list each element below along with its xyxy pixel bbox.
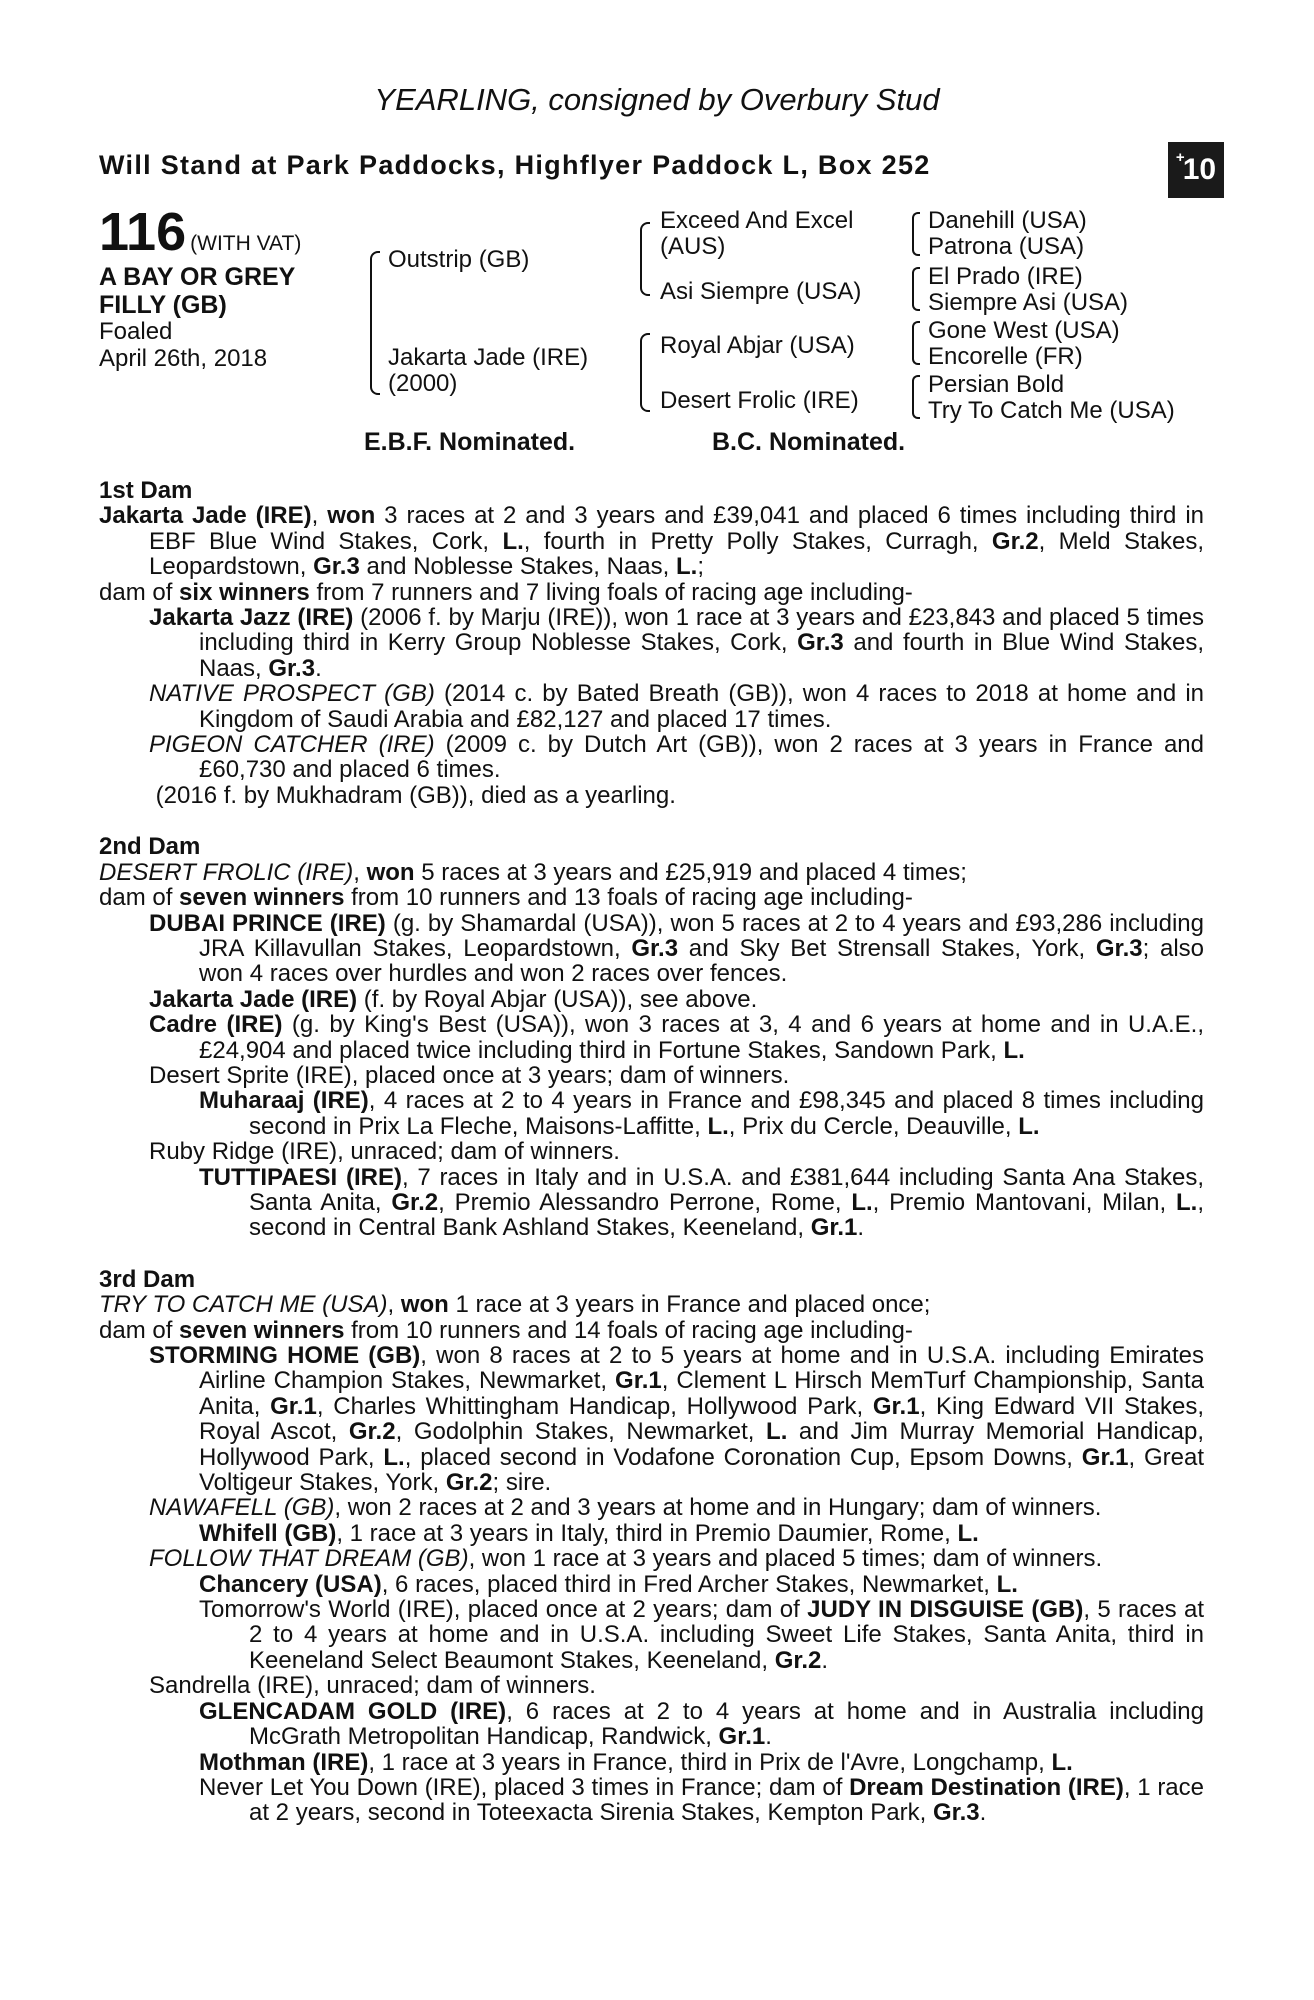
produce-glencadam-gold: GLENCADAM GOLD (IRE), 6 races at 2 to 4 years at home and in Australia including McGrath Metropolitan Handicap, Randwick, Gr.1. bbox=[199, 1697, 1204, 1751]
produce-follow-that-dream: FOLLOW THAT DREAM (GB), won 1 race at 3 years and placed 5 times; dam of winners. bbox=[149, 1545, 1103, 1573]
produce-ruby-ridge: Ruby Ridge (IRE), unraced; dam of winners. bbox=[149, 1138, 620, 1166]
pedigree-bracket-g1 bbox=[912, 212, 920, 256]
dam-dam-name: Desert Frolic (IRE) bbox=[660, 387, 859, 414]
foaled-date: April 26th, 2018 bbox=[99, 345, 268, 372]
pedigree-bracket-dam bbox=[640, 333, 650, 412]
stand-location: Will Stand at Park Paddocks, Highflyer Paddock L, Box 252 bbox=[99, 150, 931, 180]
lot-number: 116 bbox=[99, 202, 187, 262]
lot-description bbox=[99, 263, 295, 319]
produce-never-let-you-down: Never Let You Down (IRE), placed 3 times in France; dam of Dream Destination (IRE), 1 race at 2 years, second in Toteexacta Sirenia Stakes, Kempton Park, Gr.3. bbox=[199, 1773, 1205, 1827]
sire-name: Outstrip (GB) bbox=[388, 246, 530, 273]
dam-name-line1: Jakarta Jade (IRE) bbox=[388, 344, 589, 371]
bc-nominated: B.C. Nominated. bbox=[712, 428, 906, 456]
third-dam-heading: 3rd Dam bbox=[99, 1265, 196, 1293]
sire-sire-line2: (AUS) bbox=[660, 233, 726, 260]
produce-tuttipaesi: TUTTIPAESI (IRE), 7 races in Italy and in U.S.A. and £381,644 including Santa Ana Stakes, Santa Anita, Gr.2, Premio Alessandro Perrone, Rome, L., Premio Mantovani, Milan, L., second in Central Bank Ashland Stakes, Keeneland, Gr.1. bbox=[199, 1163, 1205, 1242]
plus-ten-badge bbox=[1168, 142, 1224, 198]
pedigree-bracket-g2 bbox=[912, 267, 920, 311]
ebf-nominated: E.B.F. Nominated. bbox=[364, 428, 576, 456]
dam-sire-name: Royal Abjar (USA) bbox=[660, 332, 855, 359]
produce-dubai-prince: DUBAI PRINCE (IRE) (g. by Shamardal (USA)), won 5 races at 2 to 4 years and £93,286 including JRA Killavullan Stakes, Leopardstown, Gr.3 and Sky Bet Strensall Stakes, York, Gr.3; also won 4 races over hurdles and won 2 races over fences. bbox=[149, 909, 1204, 988]
pedigree-bracket-sire bbox=[640, 222, 650, 296]
foaled-info bbox=[99, 318, 267, 372]
pedigree-bracket-main bbox=[370, 251, 380, 395]
pedigree-bracket-g3 bbox=[912, 321, 920, 365]
produce-2016-filly: (2016 f. by Mukhadram (GB)), died as a yearling. bbox=[149, 781, 676, 809]
badge-number: 10 bbox=[1182, 153, 1217, 186]
produce-nawafell: NAWAFELL (GB), won 2 races at 2 and 3 years at home and in Hungary; dam of winners. bbox=[149, 1494, 1102, 1522]
produce-tomorrows-world: Tomorrow's World (IRE), placed once at 2 years; dam of JUDY IN DISGUISE (GB), 5 races at 2 to 4 years at home and in U.S.A. including Sweet Life Stakes, Santa Anita, third in Keeneland Select Beaumont Stakes, Keeneland, Gr.2. bbox=[199, 1596, 1204, 1674]
grandsire-2: El Prado (IRE) bbox=[928, 263, 1083, 290]
dam-foal-year: (2000) bbox=[388, 370, 458, 397]
produce-pigeon-catcher: PIGEON CATCHER (IRE) (2009 c. by Dutch Art (GB)), won 2 races at 3 years in France and £60,730 and placed 6 times. bbox=[149, 731, 1205, 784]
sire-dam-name: Asi Siempre (USA) bbox=[660, 278, 862, 305]
grandsire-1: Danehill (USA) bbox=[928, 207, 1087, 234]
dam-name bbox=[388, 345, 588, 397]
sire-sire-line1: Exceed And Excel bbox=[660, 207, 854, 234]
lot-description-line2: FILLY (GB) bbox=[99, 291, 227, 319]
produce-chancery: Chancery (USA), 6 races, placed third in Fred Archer Stakes, Newmarket, L. bbox=[199, 1570, 1018, 1598]
produce-storming-home: STORMING HOME (GB), won 8 races at 2 to 5 years at home and in U.S.A. including Emirates Airline Champion Stakes, Newmarket, Gr.1, Clement L Hirsch MemTurf Championship, Santa Anita, Gr.1, Charles Whittingham Handicap, Hollywood Park, Gr.1, King Edward VII Stakes, Royal Ascot, Gr.2, Godolphin Stakes, Newmarket, L. and Jim Murray Memorial Handicap, Hollywood Park, L., placed second in Vodafone Coronation Cup, Epsom Downs, Gr.1, Great Voltigeur Stakes, York, Gr.2; sire. bbox=[149, 1342, 1205, 1497]
grandsire-3: Gone West (USA) bbox=[928, 317, 1120, 344]
produce-cadre: Cadre (IRE) (g. by King's Best (USA)), won 3 races at 3, 4 and 6 years at home and in U.A.E., £24,904 and placed twice including third in Fortune Stakes, Sandown Park, L. bbox=[149, 1011, 1204, 1064]
first-dam-heading: 1st Dam bbox=[99, 477, 193, 504]
second-dam-heading: 2nd Dam bbox=[99, 833, 201, 861]
grandsire-4: Persian Bold bbox=[928, 371, 1065, 398]
produce-whifell: Whifell (GB), 1 race at 3 years in Italy, third in Premio Daumier, Rome, L. bbox=[199, 1519, 979, 1547]
vat-note: (WITH VAT) bbox=[190, 232, 302, 255]
produce-muharaaj: Muharaaj (IRE), 4 races at 2 to 4 years in France and £98,345 and placed 8 times including second in Prix La Fleche, Maisons-Laffitte, L., Prix du Cercle, Deauville, L. bbox=[199, 1087, 1204, 1140]
second-dam-record: DESERT FROLIC (IRE), won 5 races at 3 years and £25,919 and placed 4 times; bbox=[99, 858, 967, 886]
granddam-2: Siempre Asi (USA) bbox=[928, 289, 1129, 316]
pedigree-bracket-g4 bbox=[912, 375, 920, 419]
produce-jakarta-jazz: Jakarta Jazz (IRE) (2006 f. by Marju (IRE)), won 1 race at 3 years and £23,843 and placed 5 times including third in Kerry Group Noblesse Stakes, Cork, Gr.3 and fourth in Blue Wind Stakes, Naas, Gr.3. bbox=[149, 604, 1205, 682]
produce-jakarta-jade: Jakarta Jade (IRE) (f. by Royal Abjar (USA)), see above. bbox=[149, 985, 758, 1013]
granddam-4: Try To Catch Me (USA) bbox=[928, 397, 1175, 424]
second-dam-produce-summary: dam of seven winners from 10 runners and 13 foals of racing age including- bbox=[99, 884, 913, 912]
third-dam-record: TRY TO CATCH ME (USA), won 1 race at 3 years in France and placed once; bbox=[99, 1291, 931, 1319]
lot-description-line1: A BAY OR GREY bbox=[99, 263, 296, 291]
first-dam-produce-summary: dam of six winners from 7 runners and 7 living foals of racing age including- bbox=[99, 578, 913, 606]
page-title: YEARLING, consigned by Overbury Stud bbox=[374, 82, 940, 117]
produce-desert-sprite: Desert Sprite (IRE), placed once at 3 years; dam of winners. bbox=[149, 1061, 790, 1089]
third-dam-produce-summary: dam of seven winners from 10 runners and 14 foals of racing age including- bbox=[99, 1316, 913, 1344]
produce-sandrella: Sandrella (IRE), unraced; dam of winners. bbox=[149, 1672, 596, 1700]
granddam-3: Encorelle (FR) bbox=[928, 343, 1083, 370]
family-details bbox=[99, 478, 1204, 1826]
badge-plus-mark: + bbox=[1175, 149, 1185, 166]
produce-mothman: Mothman (IRE), 1 race at 3 years in France, third in Prix de l'Avre, Longchamp, L. bbox=[199, 1748, 1073, 1776]
sire-sire-name bbox=[660, 208, 853, 260]
first-dam-record: Jakarta Jade (IRE), won 3 races at 2 and 3 years and £39,041 and placed 6 times including third in EBF Blue Wind Stakes, Cork, L., fourth in Pretty Polly Stakes, Curragh, Gr.2, Meld Stakes, Leopardstown, Gr.3 and Noblesse Stakes, Naas, L.; bbox=[99, 502, 1205, 581]
granddam-1: Patrona (USA) bbox=[928, 233, 1085, 260]
produce-native-prospect: NATIVE PROSPECT (GB) (2014 c. by Bated Breath (GB)), won 4 races to 2018 at home and in Kingdom of Saudi Arabia and £82,127 and placed 17 times. bbox=[149, 680, 1204, 733]
lot-header bbox=[99, 202, 302, 262]
foaled-label: Foaled bbox=[99, 318, 173, 345]
